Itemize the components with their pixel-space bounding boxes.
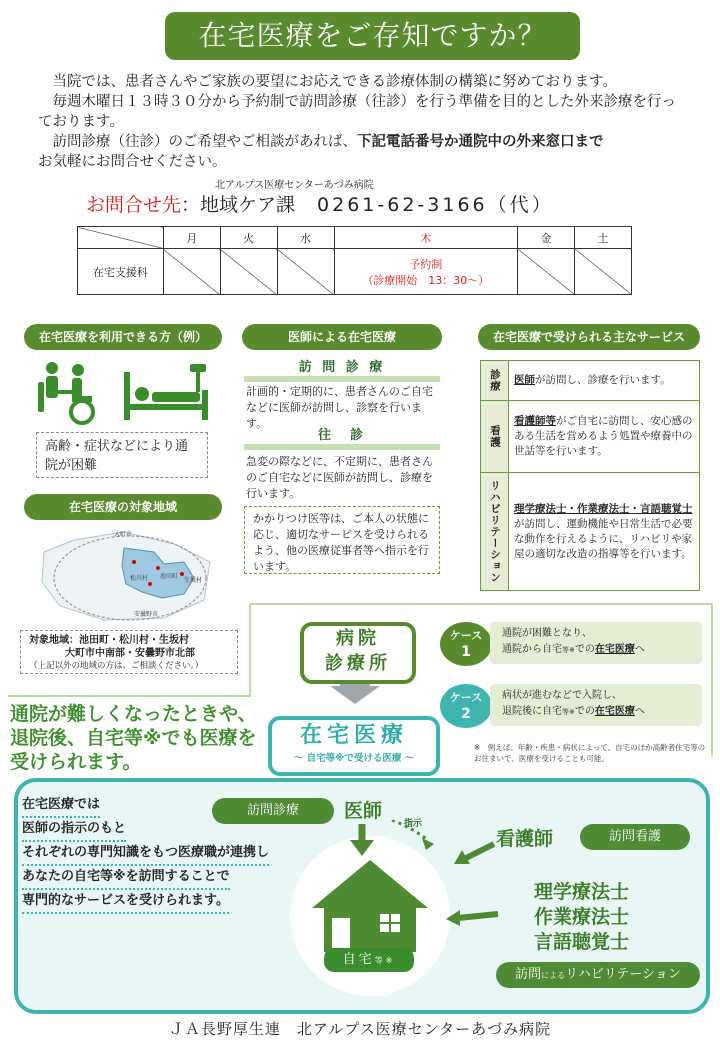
thu-line1: 予約制: [409, 257, 443, 271]
bottom-l1: 在宅医療では: [22, 794, 100, 818]
intro-p3c: お気軽にお問合せください。: [38, 154, 227, 170]
big-left3: 受けられます。: [10, 751, 142, 773]
day-wed: 水: [277, 227, 334, 249]
svc-nurse-text: がご自宅に訪問し、安心感のある生活を営めるよう処置や療養中の世話等を行います。: [514, 415, 693, 457]
map-label-ikusaka: 生坂村: [184, 577, 203, 584]
case1-l2: [502, 642, 690, 658]
footer: ＪＡ長野厚生連 北アルプス医療センターあづみ病院: [168, 1020, 552, 1038]
case1-l2a: 通院から自宅: [502, 644, 562, 655]
case1-num: 1: [461, 644, 471, 660]
cell-mon: [163, 249, 220, 295]
cell-thu: [334, 249, 518, 295]
wheelchair-icon: [38, 362, 93, 423]
home-care-sub: ～ 自宅等※で受ける医療 ～: [293, 753, 415, 764]
flow-big-text: [10, 702, 270, 774]
case2-l2c: での: [574, 706, 595, 717]
intro-p3: [38, 132, 688, 152]
area-line2: 大町市中南部・安曇野市北部: [65, 648, 195, 659]
hospital-small-label: 北アルプス医療センターあづみ病院: [215, 180, 374, 191]
patient-icons: [30, 360, 220, 426]
svc-diag-text: が訪問し、診療を行います。: [535, 374, 671, 386]
visit-rehab-pill: [496, 962, 700, 988]
cell-sat: [575, 249, 632, 295]
case2-badge: [440, 684, 492, 728]
st-label: 言語聴覚士: [534, 931, 630, 953]
home-label: [324, 948, 414, 973]
left-header: 在宅医療を利用できる方（例）: [24, 324, 222, 350]
svc-rehab-bold: 理学療法士・作業療法士・言語聴覚士: [514, 502, 693, 515]
middle-header: 医師による在宅医療: [242, 324, 442, 350]
rehab-a: 訪問: [515, 967, 542, 982]
map-label-omachi: 大町市: [114, 531, 133, 538]
schedule-corner: [78, 227, 164, 249]
day-mon: 月: [163, 227, 220, 249]
case2-l2e: へ: [634, 706, 645, 717]
contact-label: お問合せ先: [86, 194, 182, 216]
mid-txt1: 計画的・定期的に、患者さんのご自宅などに医師が訪問し、診察を行います。: [246, 385, 433, 430]
case2-l2b: 等※: [562, 708, 575, 716]
bottom-l2: 医師の指示のもと: [22, 818, 126, 842]
visit-diagnosis-pill: 訪問診療: [212, 798, 334, 824]
svc-row-rehab: [509, 473, 700, 591]
area-note: （上記以外の地域の方は、ご相談ください。）: [29, 661, 204, 671]
cell-tue: [220, 249, 277, 295]
svc-rehab-text: が訪問し、運動機能や日常生活で必要な動作を行えるように、リハビリや家屋の適切な改造の指導等を行います。: [514, 517, 693, 560]
intro-p3b: 下記電話番号か通院中の外来窓口まで: [357, 134, 604, 150]
intro-p3a: 訪問診療（往診）のご希望やご相談があれば、: [52, 134, 357, 150]
contact-line: [86, 190, 554, 217]
map-label-matsukawa: 松川村: [130, 575, 149, 582]
case1-badge: [440, 622, 492, 666]
home-care-title: 在宅医療: [299, 723, 408, 748]
case2-l2d: 在宅医療: [594, 706, 635, 717]
schedule-table: [77, 226, 632, 295]
case1-l2e: へ: [634, 644, 645, 655]
svc-head-nurse: 看護: [481, 401, 509, 473]
day-fri: 金: [518, 227, 575, 249]
case2-l1: 病状が進むなどで入院し、: [502, 690, 622, 701]
svc-head-rehab: リハビリテーション: [481, 473, 509, 591]
cell-wed: [277, 249, 334, 295]
service-table: [480, 360, 700, 591]
svc-row-nurse: [509, 401, 700, 473]
mid-txt2: 急変の際などに、不定期に、患者さんのご自宅などに医師が訪問し、診療を行います。: [246, 455, 433, 500]
right-header: 在宅医療で受けられる主なサービス: [478, 324, 700, 350]
patient-caption: 高齢・症状などにより通院が困難: [36, 432, 208, 478]
cell-fri: [518, 249, 575, 295]
hospital-clinic-box: [300, 622, 416, 684]
mid-note: かかりつけ医等は、ご本人の状態に応じ、適切なサービスを受けられるよう、他の医療従事者等へ指示を行います。: [244, 506, 440, 574]
home-care-box: [268, 716, 440, 776]
mid-sub2: 往 診: [244, 428, 440, 450]
home-suffix: 等※: [374, 956, 396, 965]
page-title: 在宅医療をご存知ですか？: [165, 12, 580, 60]
svc-row-diag: [509, 361, 700, 401]
flow-footnote: ※ 例えば、年齢・疾患・病状によって、自宅のほか高齢者住宅等のお住まいで、医療を受けることも可能。: [474, 743, 706, 763]
rehab-c: リハビリテーション: [565, 967, 681, 982]
day-thu: 木: [334, 227, 518, 249]
day-tue: 火: [220, 227, 277, 249]
case2-num: 2: [461, 706, 471, 722]
big-left2: 退院後、自宅等※でも医療を: [10, 727, 257, 749]
mid-sub1: 訪 問 診 療: [244, 360, 440, 382]
contact-dept: ：地域ケア課: [181, 194, 296, 216]
case1-l2b: 等※: [562, 646, 575, 654]
area-header: 在宅医療の対象地域: [24, 494, 222, 520]
bottom-l4: あなたの自宅等※を訪問することで: [22, 866, 230, 890]
ot-label: 作業療法士: [534, 906, 630, 928]
case1-l1: 通院が困難となり、: [502, 628, 592, 639]
case1-l2d: 在宅医療: [594, 644, 635, 655]
svc-head-diag: 診療: [481, 361, 509, 401]
case2-l2: [502, 704, 690, 720]
case2-l2a: 退院後に自宅: [502, 706, 562, 717]
flow-clinic: 診療所: [325, 653, 391, 674]
svc-diag-bold: 医師: [514, 374, 535, 386]
svc-nurse-bold: 看護師等: [514, 415, 556, 427]
therapist-labels: [534, 880, 629, 955]
flow-hospital: 病院: [336, 628, 380, 649]
case1-l2c: での: [574, 644, 595, 655]
rehab-b: による: [541, 971, 566, 980]
thu-line2: （診療開始 13：30～）: [362, 273, 490, 287]
case1-text: [490, 622, 702, 664]
nurse-label: 看護師: [496, 828, 554, 850]
visit-nurse-pill: 訪問看護: [580, 824, 690, 850]
doctor-label: 医師: [344, 800, 383, 822]
case2-label: ケース: [449, 691, 483, 704]
case1-label: ケース: [449, 629, 483, 642]
intro-p2: 毎週木曜日１３時３０分から予約制で訪問診療（往診）を行う準備を目的とした外来診療を行っております。: [38, 94, 676, 130]
intro-text: [38, 72, 688, 172]
row-label: 在宅支援科: [78, 249, 164, 295]
contact-phone[interactable]: 0261-62-3166（代）: [317, 194, 554, 216]
bed-icon: [124, 364, 208, 420]
intro-p1: 当院では、患者さんやご家族の要望にお応えできる診療体制の構築に努めております。: [52, 74, 617, 90]
bottom-l5: 専門的なサービスを受けられます。: [22, 890, 229, 914]
day-sat: 土: [575, 227, 632, 249]
map-label-ikeda: 池田町: [160, 573, 179, 580]
home-text: 自宅: [342, 952, 375, 967]
case2-text: [490, 684, 702, 726]
map-label-azumino: 安曇野市: [134, 611, 159, 618]
pt-label: 理学療法士: [534, 881, 630, 903]
instruct-label: 指示: [404, 819, 423, 829]
area-title: 対象地域：池田町・松川村・生坂村: [29, 635, 189, 646]
big-left1: 通院が難しくなったときや、: [10, 703, 257, 725]
bottom-l3: それぞれの専門知識をもつ医療職が連携し: [22, 842, 269, 866]
